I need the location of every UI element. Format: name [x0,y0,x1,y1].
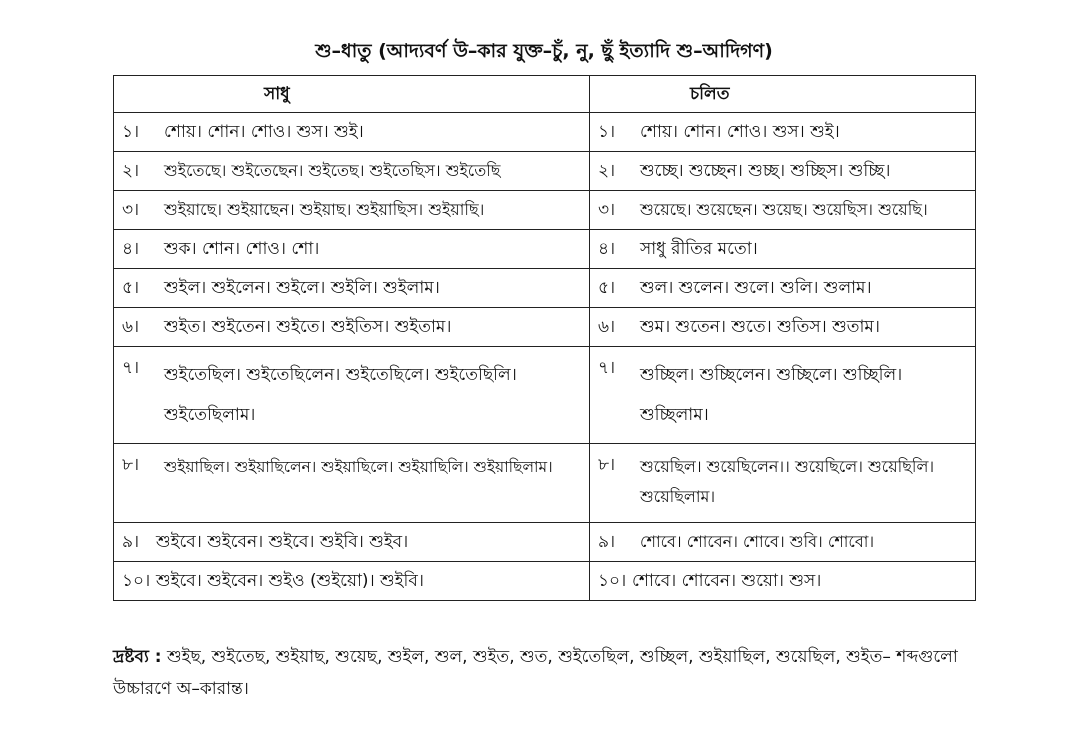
row-number: ৯। [598,532,616,552]
row-number: ৪। [598,239,616,259]
page-title: শু–ধাতু (আদ্যবর্ণ উ–কার যুক্ত–চুঁ, নু, ছুঁ ইত্যাদি শু–আদিগণ) [315,40,773,62]
row-number: ৬। [122,317,140,337]
note-label: দ্রষ্টব্য : [113,647,162,667]
table-row [114,269,976,308]
table-row [114,113,976,152]
note [113,641,983,705]
table-row [114,152,976,191]
cholito-text: শোবে। শোবেন। শুয়ো। শুস। [632,571,822,591]
sadhu-cell [114,269,590,308]
row-number: ৭। [598,358,616,378]
row-number: ১০। [598,571,627,591]
sadhu-text: শুইবে। শুইবেন। শুইবে। শুইবি। শুইব। [156,532,409,552]
table-row [114,191,976,230]
row-number: ৮। [122,455,140,475]
cholito-text: শোবে। শোবেন। শোবে। শুবি। শোবো। [640,532,875,551]
sadhu-cell [114,191,590,230]
cholito-cell [590,347,976,444]
row-number: ২। [598,161,616,181]
sadhu-text: শুইতেছে। শুইতেছেন। শুইতেছ। শুইতেছিস। শুইতেছি [164,161,501,180]
sadhu-text: শোয়। শোন। শোও। শুস। শুই। [164,122,364,142]
sadhu-text: শুইয়াছে। শুইয়াছেন। শুইয়াছ। শুইয়াছিস। শুইয়াছি। [164,200,485,219]
cholito-cell [590,113,976,152]
cholito-text: শুচ্ছিল। শুচ্ছিলেন। শুচ্ছিলে। শুচ্ছিলি। শুচ্ছিলাম। [640,365,903,425]
table-row [114,562,976,601]
sadhu-text: শুইবে। শুইবেন। শুইও (শুইয়ো)। শুইবি। [156,571,424,591]
row-number: ৪। [122,239,140,259]
row-number: ৫। [122,278,140,298]
sadhu-cell [114,347,590,444]
cholito-text: শুম। শুতেন। শুতে। শুতিস। শুতাম। [640,317,880,337]
header-cholito: চলিত [590,76,976,113]
cholito-text: শুচ্ছে। শুচ্ছেন। শুচ্ছ। শুচ্ছিস। শুচ্ছি। [640,161,891,181]
sadhu-cell [114,562,590,601]
sadhu-cell [114,113,590,152]
row-number: ৮। [598,455,616,475]
cholito-cell [590,269,976,308]
row-number: ৩। [122,200,140,220]
sadhu-cell [114,230,590,269]
sadhu-cell [114,444,590,523]
cholito-text: শুয়েছিল। শুয়েছিলেন।। শুয়েছিলে। শুয়েছিলি। শুয়েছিলাম। [640,457,935,506]
table-header-row [114,76,976,113]
cholito-cell [590,562,976,601]
cholito-text: শোয়। শোন। শোও। শুস। শুই। [640,122,840,142]
cholito-text: শুল। শুলেন। শুলে। শুলি। শুলাম। [640,278,872,298]
cholito-cell [590,152,976,191]
sadhu-text: শুক। শোন। শোও। শো। [164,239,320,259]
conjugation-table [113,75,976,601]
row-number: ৬। [598,317,616,337]
table-row [114,523,976,562]
table-row [114,444,976,523]
row-number: ৭। [122,358,140,378]
table-row [114,347,976,444]
cholito-cell [590,444,976,523]
cholito-cell [590,230,976,269]
sadhu-cell [114,308,590,347]
row-number: ১। [122,122,140,142]
sadhu-text: শুইতেছিল। শুইতেছিলেন। শুইতেছিলে। শুইতেছিলি। শুইতেছিলাম। [164,365,517,425]
row-number: ৫। [598,278,616,298]
sadhu-text: শুইল। শুইলেন। শুইলে। শুইলি। শুইলাম। [164,278,440,298]
row-number: ২। [122,161,140,181]
note-text: শুইছ, শুইতেছ, শুইয়াছ, শুয়েছ, শুইল, শুল, শুইত, শুত, শুইতেছিল, শুচ্ছিল, শুইয়াছিল, শুয়েছিল, শুইত– শব্দগুলো উচ্চারণে অ–কারান্ত। [113,647,958,699]
table-row [114,230,976,269]
sadhu-cell [114,152,590,191]
row-number: ১। [598,122,616,142]
table-row [114,308,976,347]
cholito-cell [590,191,976,230]
row-number: ১০। [122,571,151,591]
cholito-text: শুয়েছে। শুয়েছেন। শুয়েছ। শুয়েছিস। শুয়েছি। [640,200,928,219]
cholito-cell [590,308,976,347]
sadhu-cell [114,523,590,562]
row-number: ৯। [122,532,140,552]
sadhu-text: শুইয়াছিল। শুইয়াছিলেন। শুইয়াছিলে। শুইয়াছিলি। শুইয়াছিলাম। [164,458,553,476]
cholito-text: সাধু রীতির মতো। [640,239,758,259]
cholito-cell [590,523,976,562]
row-number: ৩। [598,200,616,220]
sadhu-text: শুইত। শুইতেন। শুইতে। শুইতিস। শুইতাম। [164,317,452,337]
header-sadhu: সাধু [114,76,590,113]
